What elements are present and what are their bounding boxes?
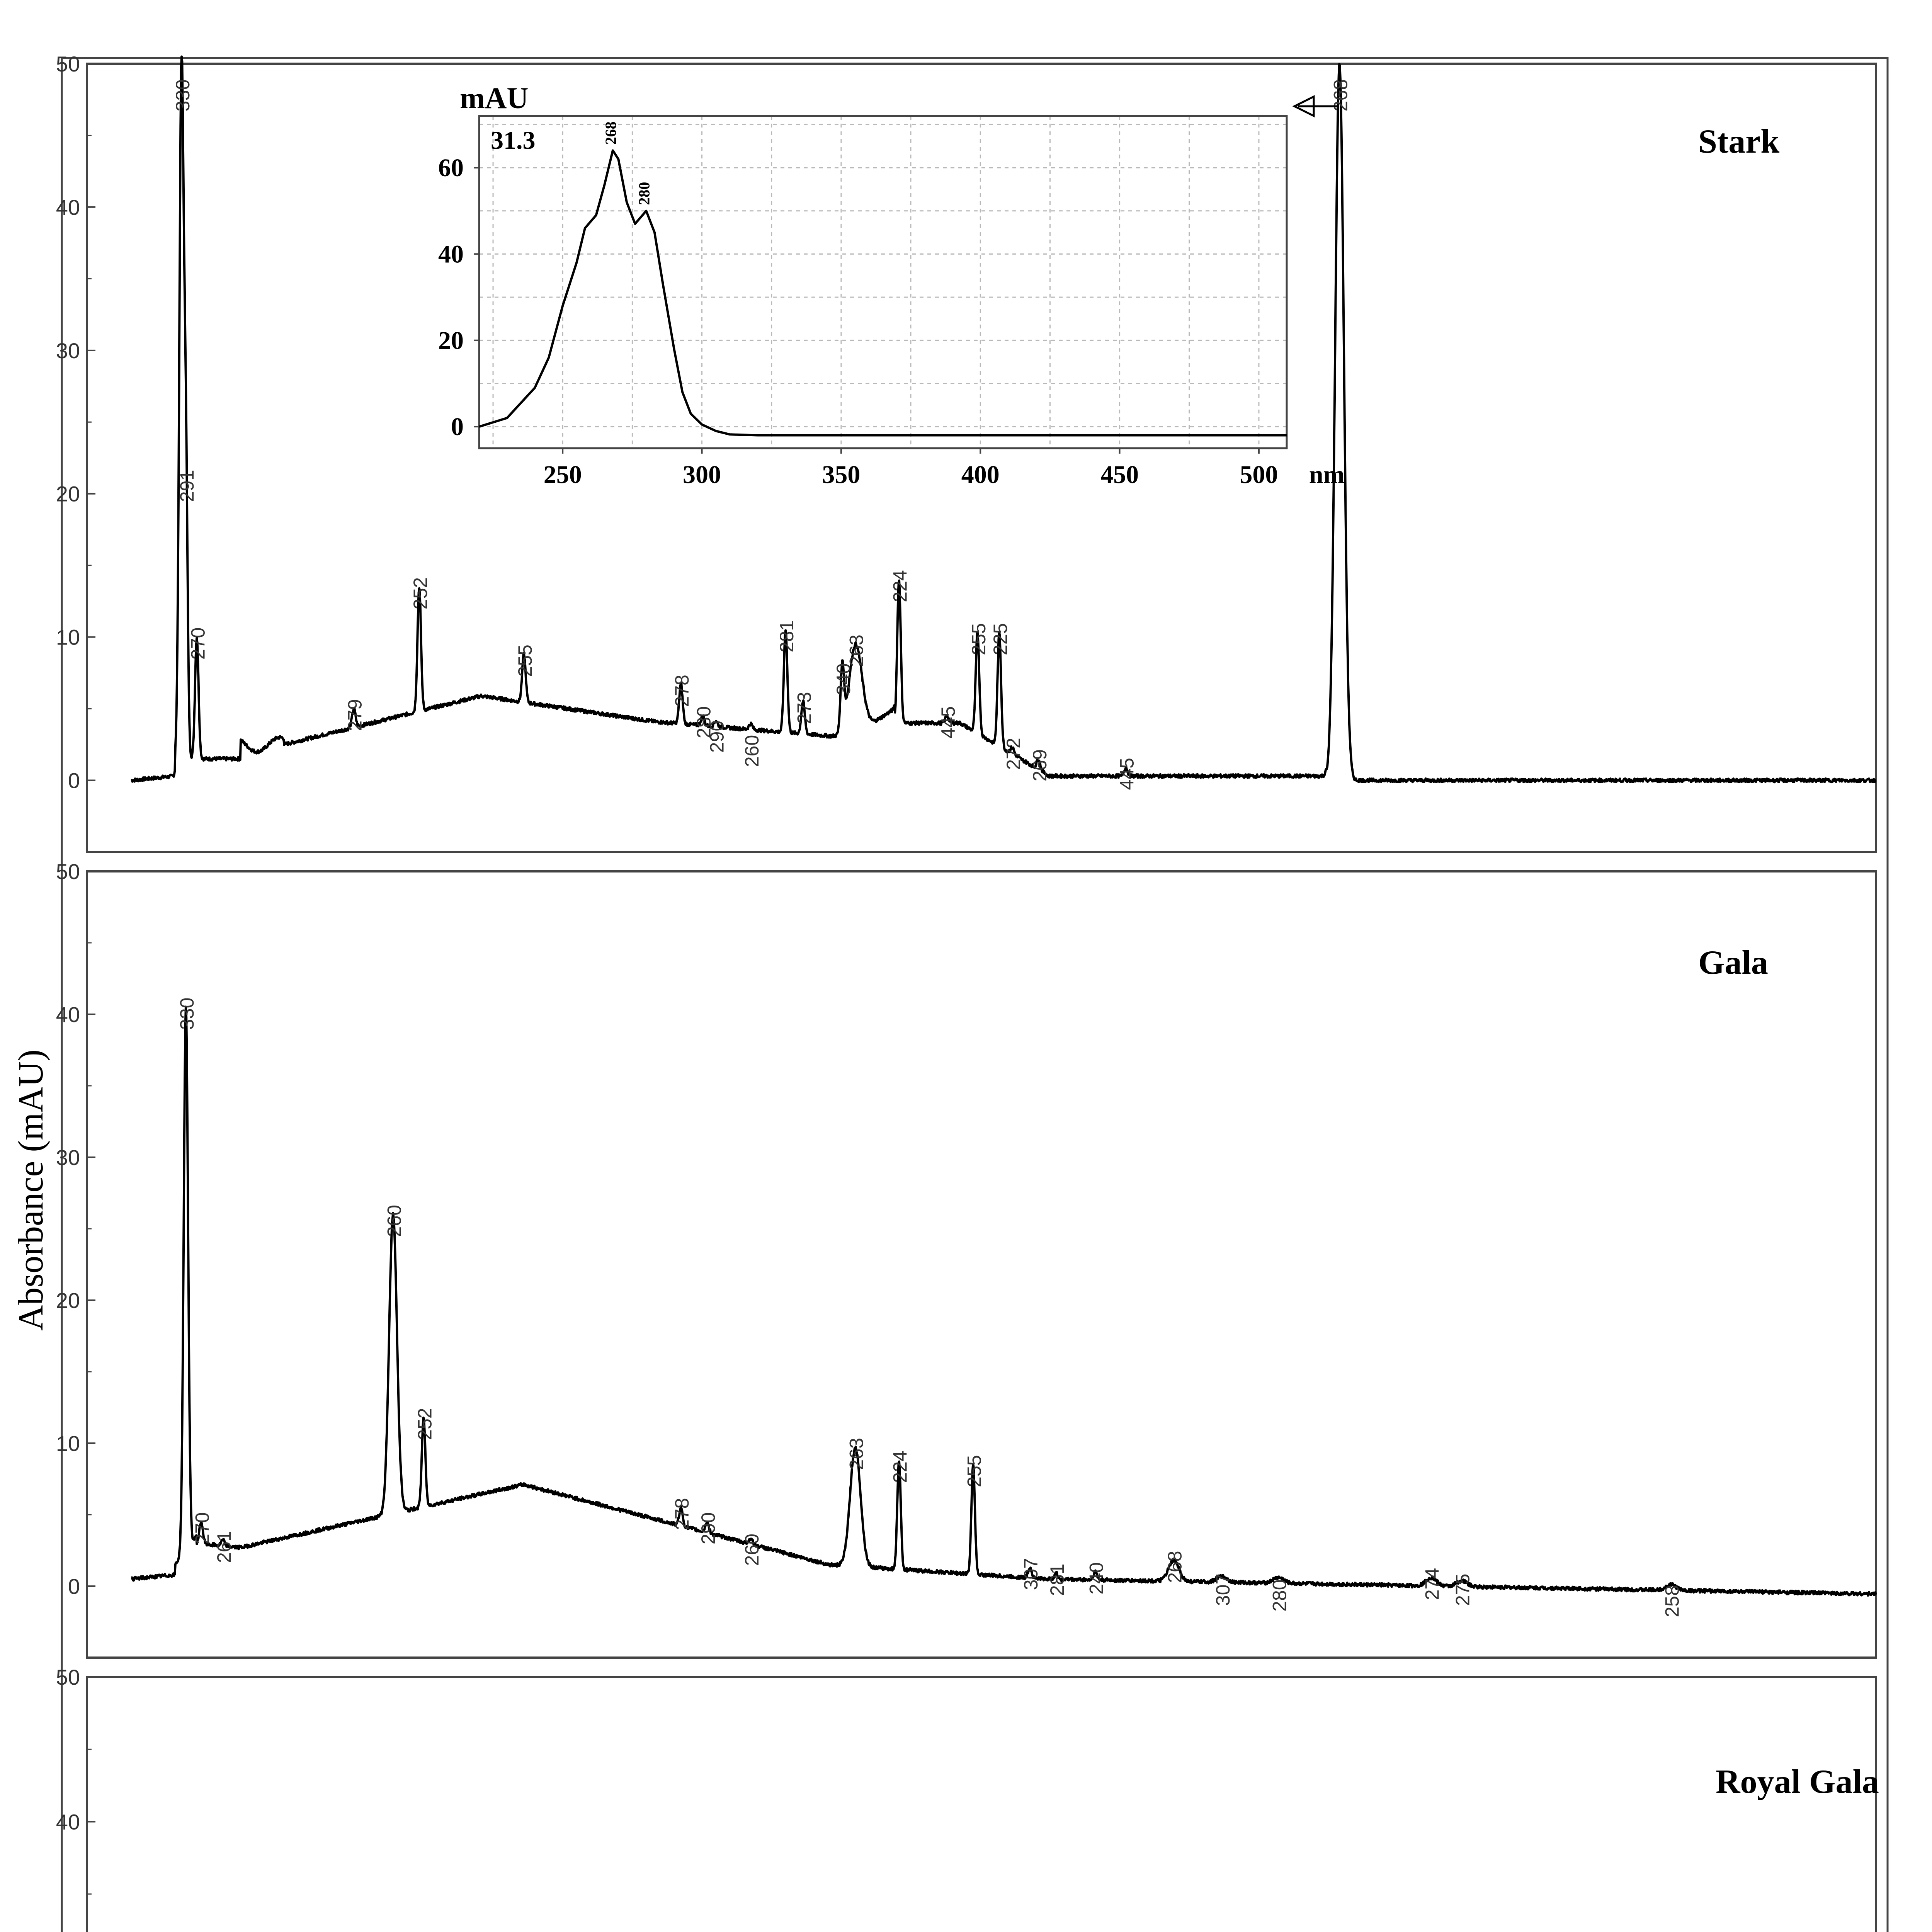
peak-label: 340 [832, 663, 854, 696]
inset-y-tick-label: 20 [438, 326, 464, 355]
inset-y-tick-label: 60 [438, 154, 464, 182]
peak-label: 274 [1421, 1568, 1443, 1600]
peak-label: 445 [937, 706, 959, 739]
peak-label: 224 [889, 1451, 911, 1483]
peak-label: 281 [1046, 1563, 1068, 1596]
y-tick-label: 30 [56, 338, 80, 363]
y-tick-label: 20 [56, 481, 80, 506]
peak-label: 307 [1020, 1558, 1042, 1590]
inset-y-unit: mAU [460, 81, 529, 115]
inset-x-unit: nm [1309, 461, 1345, 489]
peak-label: 263 [845, 1438, 867, 1470]
peak-label: 330 [172, 79, 194, 112]
peak-label: 255 [968, 623, 990, 655]
panel-gala [56, 859, 1876, 1658]
peak-label: 330 [176, 997, 198, 1030]
y-tick-label: 10 [56, 625, 80, 650]
peak-label: 268 [1330, 79, 1352, 112]
peak-label: 270 [191, 1512, 213, 1544]
y-tick-label: 50 [56, 859, 80, 884]
inset-x-tick-label: 350 [822, 461, 861, 489]
y-tick-label: 0 [68, 768, 80, 793]
peak-label: 270 [187, 627, 209, 660]
peak-label: 280 [1269, 1579, 1291, 1612]
peak-label: 240 [1085, 1562, 1107, 1595]
y-axis-label: Absorbance (mAU) [11, 1049, 50, 1331]
peak-label: 261 [213, 1531, 235, 1563]
peak-label: 255 [963, 1455, 985, 1487]
y-tick-label: 40 [56, 195, 80, 219]
inset-background [479, 116, 1287, 448]
panel-frame [87, 1677, 1876, 1932]
chromatogram-trace [131, 1007, 1876, 1595]
peak-label: 278 [671, 1498, 693, 1530]
peak-label: 260 [383, 1205, 405, 1237]
y-tick-label: 30 [56, 1145, 80, 1170]
peak-label: 260 [741, 1534, 763, 1566]
peak-label: 445 [1116, 758, 1138, 790]
y-tick-label: 20 [56, 1288, 80, 1313]
peak-label: 252 [414, 1408, 436, 1440]
y-tick-label: 40 [56, 1810, 80, 1834]
inset-retention-time: 31.3 [491, 126, 536, 155]
uv-spectrum-inset [438, 81, 1345, 489]
peak-label: 258 [1661, 1585, 1683, 1617]
peak-label: 269 [1029, 749, 1051, 782]
inset-x-tick-label: 250 [543, 461, 582, 489]
peak-label: 290 [706, 720, 728, 753]
peak-label: 291 [176, 469, 198, 502]
inset-peak-label: 268 [602, 121, 619, 145]
peak-label: 225 [990, 623, 1012, 655]
peak-label: 278 [671, 675, 693, 707]
panel-title: Gala [1698, 944, 1768, 981]
inset-x-tick-label: 450 [1100, 461, 1139, 489]
y-tick-label: 50 [56, 52, 80, 76]
y-tick-label: 50 [56, 1665, 80, 1689]
panel-frame [87, 871, 1876, 1658]
inset-y-tick-label: 40 [438, 240, 464, 269]
peak-label: 279 [344, 699, 366, 731]
peak-label: 255 [514, 645, 536, 677]
peak-label: 280 [693, 706, 715, 739]
inset-peak-label: 280 [635, 182, 653, 205]
peak-label: 290 [697, 1512, 719, 1544]
y-tick-label: 0 [68, 1574, 80, 1599]
peak-label: 260 [741, 735, 763, 767]
panel-royal-gala [56, 1665, 1879, 1932]
peak-label: 275 [1452, 1573, 1474, 1606]
peak-label: 307 [1212, 1573, 1234, 1606]
panel-title: Stark [1698, 123, 1780, 160]
inset-x-tick-label: 500 [1240, 461, 1278, 489]
peak-label: 224 [889, 570, 911, 602]
y-tick-label: 10 [56, 1431, 80, 1456]
peak-label: 263 [845, 634, 867, 667]
peak-label: 268 [1164, 1551, 1186, 1583]
panel-title: Royal Gala [1716, 1763, 1879, 1801]
peak-label: 281 [776, 620, 798, 653]
inset-y-tick-label: 0 [451, 413, 464, 441]
panel-stark [56, 52, 1876, 852]
y-tick-label: 40 [56, 1002, 80, 1027]
inset-x-tick-label: 400 [961, 461, 1000, 489]
peak-label: 252 [409, 577, 431, 610]
peak-label: 272 [1003, 738, 1025, 770]
inset-x-tick-label: 300 [683, 461, 721, 489]
peak-label: 273 [793, 692, 815, 724]
